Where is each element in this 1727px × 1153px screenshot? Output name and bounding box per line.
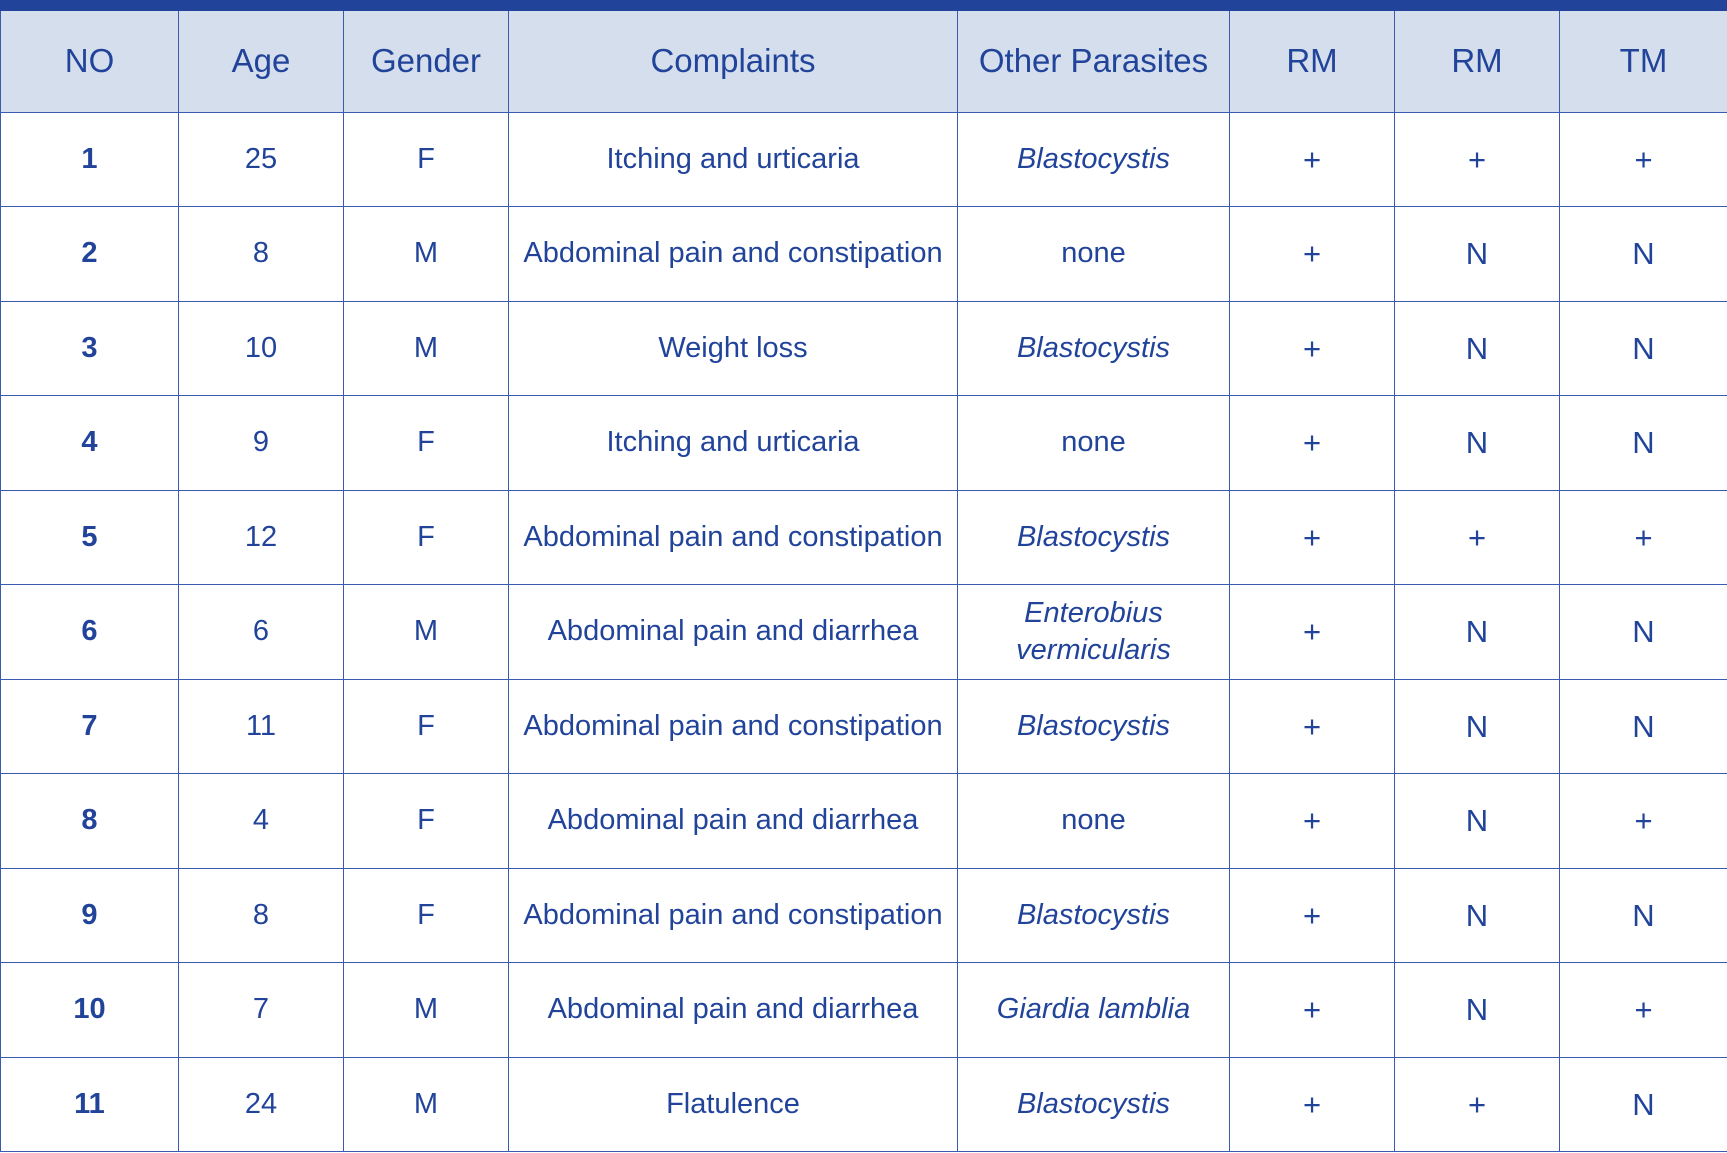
cell-rm-2: +	[1395, 490, 1560, 585]
cell-rm-1: +	[1230, 774, 1395, 869]
table-row	[1, 301, 1727, 396]
header-row	[1, 11, 1727, 112]
cell-other-parasites: none	[958, 396, 1230, 491]
cell-complaints: Abdominal pain and constipation	[509, 207, 958, 302]
cell-age: 4	[179, 774, 344, 869]
cell-rm-2: +	[1395, 112, 1560, 207]
cell-complaints: Abdominal pain and constipation	[509, 679, 958, 774]
header-tm: TM	[1560, 11, 1727, 112]
cell-age: 11	[179, 679, 344, 774]
table-top-rule	[0, 0, 1727, 11]
cell-rm-2: N	[1395, 585, 1560, 680]
cell-gender: F	[344, 774, 509, 869]
cell-complaints: Weight loss	[509, 301, 958, 396]
cell-other-parasites: none	[958, 207, 1230, 302]
header-rm-2: RM	[1395, 11, 1560, 112]
cell-tm: N	[1560, 585, 1727, 680]
table-row	[1, 963, 1727, 1058]
cell-rm-1: +	[1230, 207, 1395, 302]
cell-rm-2: N	[1395, 396, 1560, 491]
cell-gender: M	[344, 585, 509, 680]
cell-rm-2: N	[1395, 774, 1560, 869]
cell-tm: +	[1560, 112, 1727, 207]
cell-rm-1: +	[1230, 868, 1395, 963]
cell-age: 8	[179, 868, 344, 963]
cell-rm-1: +	[1230, 301, 1395, 396]
cell-other-parasites: none	[958, 774, 1230, 869]
cell-complaints: Abdominal pain and diarrhea	[509, 585, 958, 680]
cell-complaints: Abdominal pain and constipation	[509, 868, 958, 963]
cell-no: 7	[1, 679, 179, 774]
header-gender: Gender	[344, 11, 509, 112]
cell-gender: M	[344, 963, 509, 1058]
table-row	[1, 679, 1727, 774]
cell-no: 4	[1, 396, 179, 491]
table-row	[1, 585, 1727, 680]
cell-age: 8	[179, 207, 344, 302]
cell-age: 12	[179, 490, 344, 585]
cell-age: 25	[179, 112, 344, 207]
cell-age: 10	[179, 301, 344, 396]
cell-gender: F	[344, 112, 509, 207]
cell-rm-1: +	[1230, 490, 1395, 585]
cell-no: 5	[1, 490, 179, 585]
cell-no: 2	[1, 207, 179, 302]
table-row	[1, 112, 1727, 207]
cell-tm: +	[1560, 490, 1727, 585]
cell-rm-1: +	[1230, 963, 1395, 1058]
cell-complaints: Flatulence	[509, 1057, 958, 1152]
table-row	[1, 396, 1727, 491]
cell-other-parasites: Blastocystis	[958, 112, 1230, 207]
header-other-parasites: Other Parasites	[958, 11, 1230, 112]
header-age: Age	[179, 11, 344, 112]
cell-rm-1: +	[1230, 585, 1395, 680]
cell-no: 6	[1, 585, 179, 680]
header-rm-1: RM	[1230, 11, 1395, 112]
cell-rm-2: N	[1395, 207, 1560, 302]
cell-tm: +	[1560, 963, 1727, 1058]
cell-age: 7	[179, 963, 344, 1058]
cell-age: 6	[179, 585, 344, 680]
cell-gender: F	[344, 868, 509, 963]
cell-rm-2: +	[1395, 1057, 1560, 1152]
cell-tm: N	[1560, 868, 1727, 963]
table-row	[1, 1057, 1727, 1152]
cell-gender: M	[344, 301, 509, 396]
cell-rm-2: N	[1395, 679, 1560, 774]
cell-tm: N	[1560, 396, 1727, 491]
cell-no: 8	[1, 774, 179, 869]
cell-other-parasites: Enterobius vermicularis	[958, 585, 1230, 680]
cell-no: 10	[1, 963, 179, 1058]
cell-tm: N	[1560, 1057, 1727, 1152]
cell-other-parasites: Blastocystis	[958, 490, 1230, 585]
cell-no: 3	[1, 301, 179, 396]
cell-rm-2: N	[1395, 868, 1560, 963]
cell-tm: N	[1560, 679, 1727, 774]
cell-gender: F	[344, 679, 509, 774]
cell-complaints: Abdominal pain and diarrhea	[509, 963, 958, 1058]
table-row	[1, 490, 1727, 585]
cell-rm-1: +	[1230, 112, 1395, 207]
cell-other-parasites: Blastocystis	[958, 301, 1230, 396]
cell-no: 11	[1, 1057, 179, 1152]
cell-complaints: Abdominal pain and diarrhea	[509, 774, 958, 869]
cell-complaints: Itching and urticaria	[509, 112, 958, 207]
cell-gender: F	[344, 490, 509, 585]
cell-other-parasites: Giardia lamblia	[958, 963, 1230, 1058]
table-row	[1, 207, 1727, 302]
cell-rm-1: +	[1230, 396, 1395, 491]
cell-other-parasites: Blastocystis	[958, 868, 1230, 963]
header-no: NO	[1, 11, 179, 112]
cell-rm-1: +	[1230, 1057, 1395, 1152]
cell-gender: F	[344, 396, 509, 491]
cell-tm: +	[1560, 774, 1727, 869]
cell-complaints: Abdominal pain and constipation	[509, 490, 958, 585]
cell-no: 9	[1, 868, 179, 963]
table-row	[1, 868, 1727, 963]
cell-tm: N	[1560, 207, 1727, 302]
cell-age: 24	[179, 1057, 344, 1152]
cell-no: 1	[1, 112, 179, 207]
table-row	[1, 774, 1727, 869]
cell-gender: M	[344, 207, 509, 302]
cell-other-parasites: Blastocystis	[958, 679, 1230, 774]
cell-complaints: Itching and urticaria	[509, 396, 958, 491]
header-complaints: Complaints	[509, 11, 958, 112]
cell-rm-2: N	[1395, 963, 1560, 1058]
cell-gender: M	[344, 1057, 509, 1152]
cell-age: 9	[179, 396, 344, 491]
cell-rm-2: N	[1395, 301, 1560, 396]
patient-table	[0, 11, 1727, 1152]
cell-other-parasites: Blastocystis	[958, 1057, 1230, 1152]
cell-rm-1: +	[1230, 679, 1395, 774]
cell-tm: N	[1560, 301, 1727, 396]
